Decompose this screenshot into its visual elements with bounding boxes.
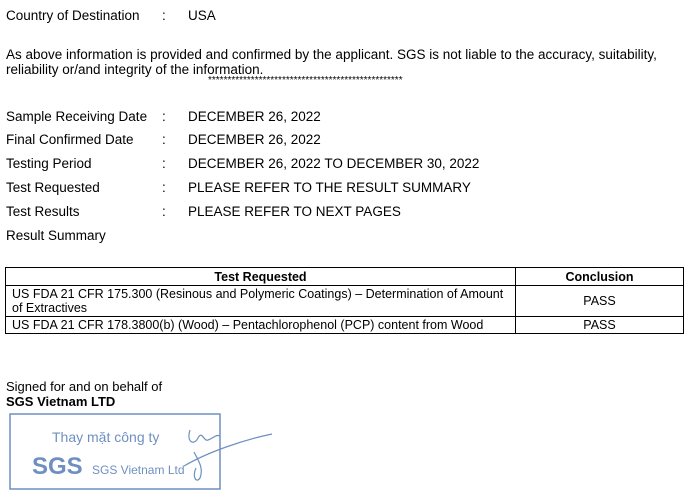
country-label: Country of Destination: [6, 8, 140, 23]
test-requested-colon: :: [162, 180, 166, 195]
row-conclusion: PASS: [516, 286, 684, 317]
row-test: US FDA 21 CFR 178.3800(b) (Wood) – Pentachlorophenol (PCP) content from Wood: [6, 317, 516, 334]
testing-period-colon: :: [162, 156, 166, 171]
signed-on-behalf-text: Signed for and on behalf of: [6, 379, 163, 394]
separator-line: **************************************************: [208, 75, 403, 86]
stamp-line1: Thay mặt công ty: [52, 429, 160, 445]
test-results-colon: :: [162, 204, 166, 219]
test-requested-value: PLEASE REFER TO THE RESULT SUMMARY: [188, 180, 471, 195]
header-conclusion: Conclusion: [516, 268, 684, 286]
final-confirmed-date-value: DECEMBER 26, 2022: [188, 132, 321, 147]
country-value: USA: [188, 8, 216, 23]
stamp-company: SGS Vietnam Ltd: [92, 463, 185, 477]
stamp-logo: SGS: [32, 453, 83, 480]
disclaimer-text: As above information is provided and confirmed by the applicant. SGS is not liable to the accuracy, suitability, reliability or/and integrity of the information.: [6, 47, 657, 77]
result-summary-label: Result Summary: [6, 228, 106, 243]
company-name: SGS Vietnam LTD: [6, 394, 116, 409]
sample-receiving-date-colon: :: [162, 109, 166, 124]
country-colon: :: [162, 8, 166, 23]
testing-period-value: DECEMBER 26, 2022 TO DECEMBER 30, 2022: [188, 156, 480, 171]
sample-receiving-date-value: DECEMBER 26, 2022: [188, 109, 321, 124]
table-row: [6, 286, 684, 317]
company-stamp: [8, 412, 278, 492]
result-summary-table: [5, 267, 684, 334]
table-row: [6, 317, 684, 334]
final-confirmed-date-colon: :: [162, 132, 166, 147]
test-results-label: Test Results: [6, 204, 80, 219]
test-results-value: PLEASE REFER TO NEXT PAGES: [188, 204, 401, 219]
testing-period-label: Testing Period: [6, 156, 92, 171]
signature-scribble-icon: [184, 430, 272, 480]
test-requested-label: Test Requested: [6, 180, 100, 195]
table-header-row: [6, 268, 684, 286]
header-test-requested: Test Requested: [6, 268, 516, 286]
row-test: US FDA 21 CFR 175.300 (Resinous and Polymeric Coatings) – Determination of Amount of Extractives: [6, 286, 516, 317]
sample-receiving-date-label: Sample Receiving Date: [6, 109, 148, 124]
row-conclusion: PASS: [516, 317, 684, 334]
final-confirmed-date-label: Final Confirmed Date: [6, 132, 134, 147]
